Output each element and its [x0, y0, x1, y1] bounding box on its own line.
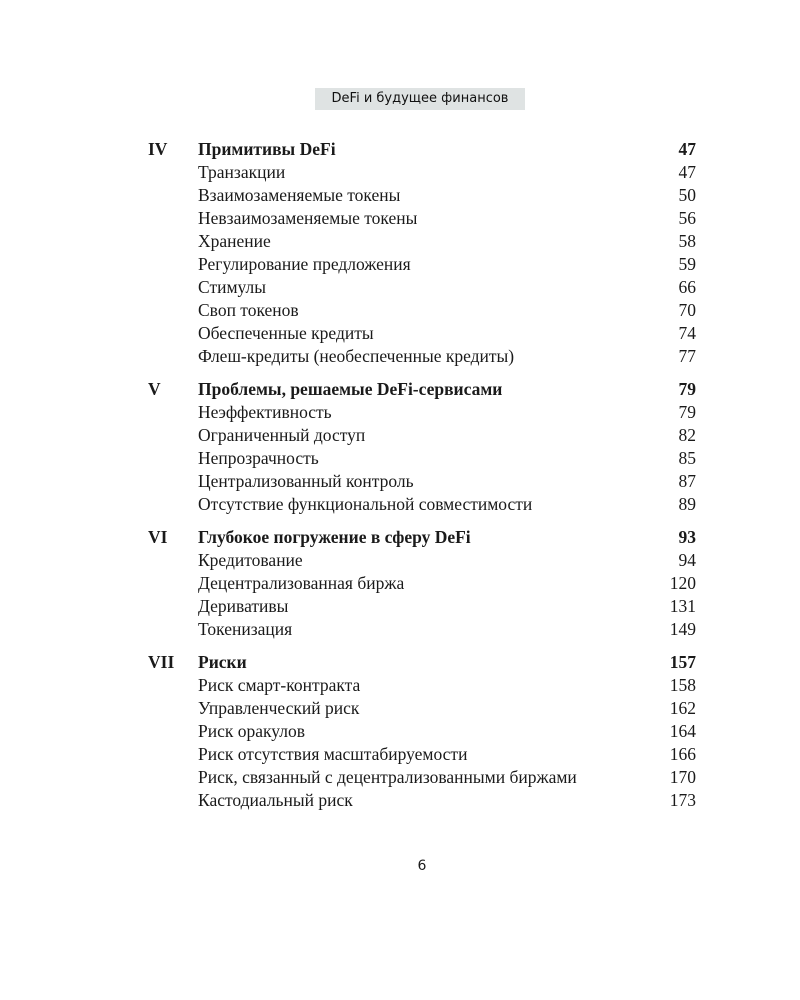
entry-title: Децентрализованная биржа: [198, 573, 405, 593]
entry-title: Взаимозаменяемые токены: [198, 185, 401, 205]
toc-entry[interactable]: [148, 322, 696, 345]
toc-entry[interactable]: [148, 299, 696, 322]
entry-title: Деривативы: [198, 596, 289, 616]
entry-page-number: 164: [669, 721, 696, 741]
entry-title: Риск оракулов: [198, 721, 305, 741]
entry-title: Риск, связанный с децентрализованными биржами: [198, 767, 577, 787]
toc-entry[interactable]: [148, 743, 696, 766]
toc-chapter-entry[interactable]: [148, 651, 696, 674]
toc-entry[interactable]: [148, 618, 696, 641]
toc-section: [148, 526, 696, 641]
entry-page-number: 87: [678, 471, 696, 491]
entry-page-number: 173: [669, 790, 696, 810]
entry-page-number: 77: [678, 346, 696, 366]
toc-entry[interactable]: [148, 230, 696, 253]
toc-section: [148, 138, 696, 368]
chapter-title: Примитивы DeFi: [198, 139, 336, 159]
page-number: 6: [417, 858, 427, 874]
entry-page-number: 47: [678, 162, 696, 182]
entry-title: Риск смарт-контракта: [198, 675, 361, 695]
toc-entry[interactable]: [148, 493, 696, 516]
entry-page-number: 59: [678, 254, 696, 274]
toc-entry[interactable]: [148, 572, 696, 595]
entry-title: Хранение: [198, 231, 271, 251]
chapter-page-number: 157: [669, 652, 696, 672]
entry-page-number: 58: [678, 231, 696, 251]
toc-entry[interactable]: [148, 766, 696, 789]
entry-title: Обеспеченные кредиты: [198, 323, 374, 343]
chapter-numeral: V: [148, 379, 161, 399]
toc-entry[interactable]: [148, 184, 696, 207]
entry-page-number: 50: [678, 185, 696, 205]
entry-title: Регулирование предложения: [198, 254, 411, 274]
entry-title: Своп токенов: [198, 300, 299, 320]
toc-entry[interactable]: [148, 549, 696, 572]
entry-title: Централизованный контроль: [198, 471, 414, 491]
entry-page-number: 79: [678, 402, 696, 422]
entry-page-number: 131: [669, 596, 696, 616]
entry-title: Ограниченный доступ: [198, 425, 366, 445]
entry-title: Флеш-кредиты (необеспеченные кредиты): [198, 346, 515, 366]
chapter-page-number: 93: [678, 527, 696, 547]
entry-title: Транзакции: [198, 162, 286, 182]
entry-title: Отсутствие функциональной совместимости: [198, 494, 533, 514]
entry-page-number: 162: [669, 698, 696, 718]
entry-page-number: 70: [678, 300, 696, 320]
entry-page-number: 85: [678, 448, 696, 468]
toc-entry[interactable]: [148, 424, 696, 447]
toc-entry[interactable]: [148, 470, 696, 493]
toc-entry[interactable]: [148, 401, 696, 424]
entry-page-number: 149: [669, 619, 696, 639]
entry-title: Управленческий риск: [198, 698, 360, 718]
entry-title: Непрозрачность: [198, 448, 319, 468]
entry-page-number: 120: [669, 573, 696, 593]
toc-entry[interactable]: [148, 595, 696, 618]
toc-entry[interactable]: [148, 697, 696, 720]
chapter-numeral: VII: [148, 652, 175, 672]
toc-entry[interactable]: [148, 674, 696, 697]
entry-page-number: 56: [678, 208, 696, 228]
chapter-title: Риски: [198, 652, 247, 672]
toc-entry[interactable]: [148, 345, 696, 368]
entry-title: Риск отсутствия масштабируемости: [198, 744, 468, 764]
entry-page-number: 66: [678, 277, 696, 297]
chapter-page-number: 47: [678, 139, 696, 159]
entry-page-number: 166: [669, 744, 696, 764]
chapter-title: Проблемы, решаемые DeFi-сервисами: [198, 379, 503, 399]
entry-page-number: 89: [678, 494, 696, 514]
entry-title: Кредитование: [198, 550, 303, 570]
toc-entry[interactable]: [148, 720, 696, 743]
toc-entry[interactable]: [148, 253, 696, 276]
entry-title: Стимулы: [198, 277, 267, 297]
entry-page-number: 74: [678, 323, 696, 343]
toc-entry[interactable]: [148, 789, 696, 812]
running-header: DeFi и будущее финансов: [315, 88, 525, 110]
toc-chapter-entry[interactable]: [148, 138, 696, 161]
chapter-title: Глубокое погружение в сферу DeFi: [198, 527, 471, 547]
entry-page-number: 82: [678, 425, 696, 445]
entry-title: Неэффективность: [198, 402, 332, 422]
toc-section: [148, 378, 696, 516]
toc-entry[interactable]: [148, 161, 696, 184]
toc-entry[interactable]: [148, 276, 696, 299]
chapter-page-number: 79: [678, 379, 696, 399]
toc-section: [148, 651, 696, 812]
toc-chapter-entry[interactable]: [148, 526, 696, 549]
toc-entry[interactable]: [148, 447, 696, 470]
entry-page-number: 94: [678, 550, 696, 570]
chapter-numeral: VI: [148, 527, 168, 547]
entry-page-number: 170: [669, 767, 696, 787]
table-of-contents: [148, 138, 696, 822]
chapter-numeral: IV: [148, 139, 168, 159]
toc-entry[interactable]: [148, 207, 696, 230]
entry-page-number: 158: [669, 675, 696, 695]
toc-chapter-entry[interactable]: [148, 378, 696, 401]
entry-title: Кастодиальный риск: [198, 790, 353, 810]
entry-title: Невзаимозаменяемые токены: [198, 208, 418, 228]
entry-title: Токенизация: [198, 619, 293, 639]
